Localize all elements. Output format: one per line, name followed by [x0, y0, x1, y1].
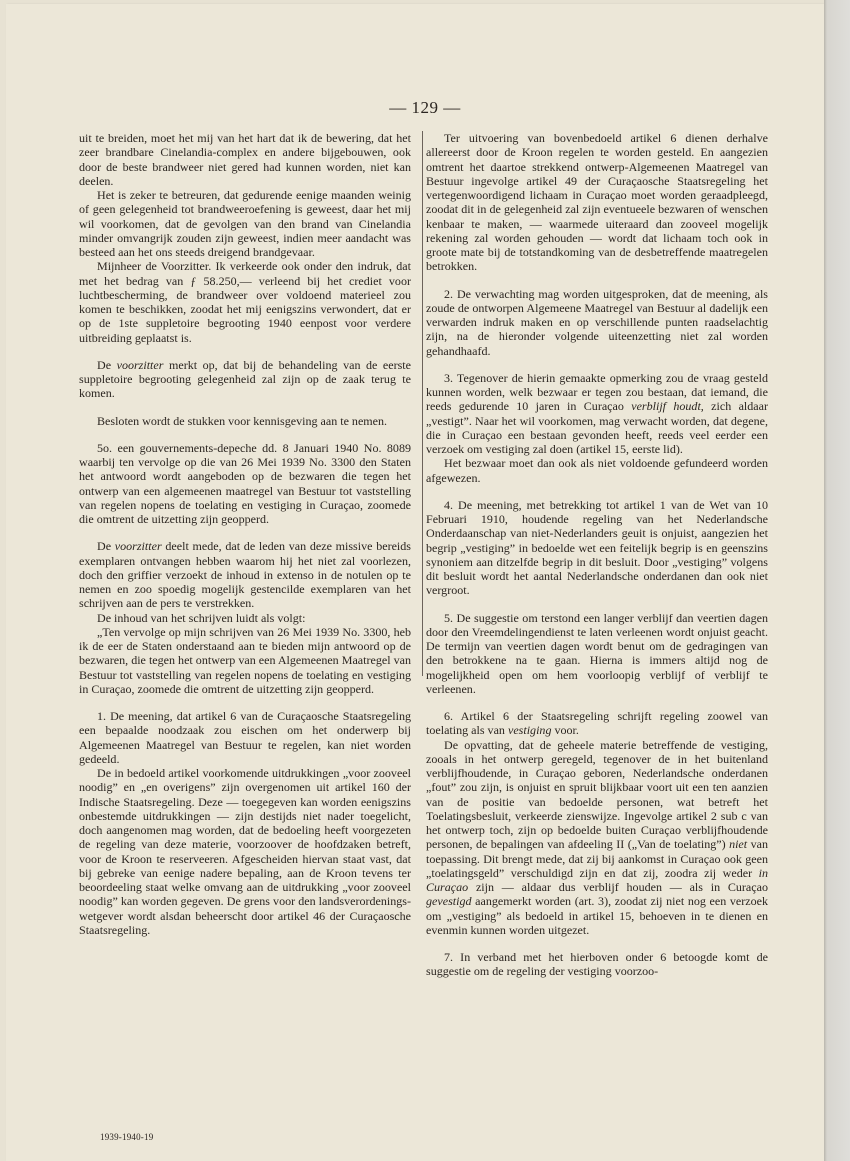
paragraph: Het is zeker te betreuren, dat gedurende eenige maanden weinig of geen gelegenheid tot brandweeroefening is geweest, daar het mij wil voorkomen, dat de gevolgen van den brand van Cinelandia minder omvangrijk zouden zijn geweest, indien meer aandacht was besteed aan het ons steeds dreigend brandgevaar.: [79, 188, 411, 259]
right-column: [426, 131, 768, 979]
paragraph: De voorzitter deelt mede, dat de leden van deze missive bereids exemplaren ontvangen hebben waarom hij het niet zal voorlezen, doch den griffier verzoekt de inhoud in extenso in de notulen op te nemen en zoo spoedig mogelijk gestencilde exemplaren van het schrijven aan de pers te verstrekken.: [79, 539, 411, 611]
paragraph: 2. De verwachting mag worden uitgesproken, dat de meening, als zoude de ontworpen Algemeene Maatregel van Bestuur al dadelijk een verwarden indruk maken en op verschillende punten raadselachtig zijn, na de hieronder volgende uiteenzetting niet zal worden gehandhaafd.: [426, 286, 768, 358]
paragraph: De voorzitter merkt op, dat bij de behandeling van de eerste suppletoire begrooting gelegenheid zal zijn op de zaak terug te komen.: [79, 357, 412, 401]
paragraph: 1. De meening, dat artikel 6 van de Curaçaosche Staatsregeling een bepaalde noodzaak zou eischen om het onderwerp bij Algemeenen Maatregel van Bestuur te regelen, kan niet worden gedeeld.: [79, 709, 411, 766]
paragraph: uit te breiden, moet het mij van het hart dat ik de bewering, dat het zeer brandbare Cinelandia-complex en andere bijgebouwen, ook door de beste brandweer niet gered had kunnen worden, niet kan deelen.: [79, 131, 411, 188]
paragraph: 7. In verband met het hierboven onder 6 betoogde komt de suggestie om de regeling der vestiging voorzoo-: [426, 950, 768, 979]
paragraph: Ter uitvoering van bovenbedoeld artikel 6 dienen derhalve allereerst door de Kroon regelen te worden gesteld. En aangezien omtrent het daartoe strekkend ontwerp-Algemeenen Maatregel van Bestuur ingevolge artikel 49 der Curaçaosche Staatsregeling het vertegenwoordigend lichaam in Curaçao moet worden geraadpleegd, zoodat dit in de gelegenheid zal zijn eventueele bezwaren of wenschen kenbaar te maken, — waarmede uiteraard dan zooveel mogelijk rekening zal worden gehouden — wordt dat lichaam toch ook in groote mate bij de totstandkoming van de desbetreffende maatregelen betrokken.: [426, 131, 768, 274]
paragraph: De opvatting, dat de geheele materie betreffende de vestiging, zooals in het ontwerp geregeld, tegenover de in het buitenland verblijfhoudende, in Curaçao geboren, Nederlandsche onderdanen „fout” zou zijn, is onjuist en spruit blijkbaar voort uit een ten aanzien van de positie van bedoelde personen, wat betreft het Toelatingsbesluit, verkeerde zienswijze. Ingevolge artikel 2 sub c van het ontwerp toch, zijn op bedoelde buiten Curaçao verblijfhoudende personen, de bepalingen van afdeeling II („Van de toelating”) niet van toepassing. Dit brengt mede, dat zij bij aankomst in Curaçao ook geen „toelatingsgeld” verschuldigd zijn en dat zij, zoodra zij weder in Curaçao zijn — aldaar dus verblijf houden — als in Curaçao gevestigd aangemerkt worden (art. 3), zoodat zij niet nog een verzoek om „vestiging” als bedoeld in artikel 15, behoeven in te dienen en evenmin kunnen worden uitgezet.: [426, 737, 768, 937]
paragraph: 3. Tegenover de hierin gemaakte opmerking zou de vraag gesteld kunnen worden, welk bezwaar er tegen zou bestaan, dat iemand, die reeds gedurende 10 jaren in Curaçao verblijf houdt, zich aldaar „vestigt”. Naar het wil voorkomen, mag verwacht worden, dat degene, die in Curaçao een bestaan gevonden heeft, reeds veel eerder een verzoek om vestiging zal doen (artikel 15, eerste lid).: [426, 370, 768, 456]
paragraph: Mijnheer de Voorzitter. Ik verkeerde ook onder den indruk, dat met het bedrag van ƒ 58.250,— verleend bij het crediet voor luchtbescherming, de brandweer over voldoend materieel zou komen te beschikken, zoodat het mij eenigszins verwondert, dat er op de 1ste suppletoire begrooting 1940 eenpost voor verdere uitbreiding geplaatst is.: [79, 259, 411, 345]
left-column: [79, 131, 411, 937]
column-divider: [422, 131, 423, 676]
paragraph: Besloten wordt de stukken voor kennisgeving aan te nemen.: [97, 413, 388, 428]
paragraph: 4. De meening, met betrekking tot artikel 1 van de Wet van 10 Februari 1910, houdende regeling van het Nederlandsche Onderdaanschap van niet-Nederlanders geuit is onjuist, aangezien het begrip „vestiging” in bedoelde wet een feitelijk begrip is en geenszins synoniem aan ditzelfde begrip in dit besluit. Door „vestiging” volgens dit besluit wordt het aantal Nederlandsche onderdanen dan ook niet vergroot.: [426, 497, 768, 598]
paragraph: 5. De suggestie om terstond een langer verblijf dan veertien dagen door den Vreemdelingendienst te laten verleenen wordt onjuist geacht. De termijn van veertien dagen wordt benut om de gedragingen van den betrokkene na te gaan. Hierna is immers altijd nog de mogelijkheid open om hem voorloopig verblijf of verblijf te verleenen.: [426, 610, 768, 696]
paragraph: Het bezwaar moet dan ook als niet voldoende gefundeerd worden afgewezen.: [426, 456, 768, 485]
footer-code: 1939-1940-19: [100, 1132, 154, 1142]
page-number: — 129 —: [389, 98, 461, 117]
paragraph: 6. Artikel 6 der Staatsregeling schrijft regeling zoowel van toelating als van vestiging voor.: [426, 709, 768, 738]
paragraph: De in bedoeld artikel voorkomende uitdrukkingen „voor zooveel noodig” en „en overigens” zijn overgenomen uit artikel 160 der Indische Staatsregeling. Deze — toegegeven kan worden eenigszins onbestemde uitdrukkingen — zijn destijds niet nader toegelicht, doch aangenomen mag worden, dat de bedoeling heeft voorgezeten de regeling van deze materie, voorzoover de hoofdzaken betreft, voor de Kroon te reserveeren. Afgescheiden hiervan staat vast, dat bij gebreke van eenige nadere bepaling, aan de Kroon tevens ter beoordeeling staat welke omvang aan de uitdrukking „voor zooveel noodig” kan worden gegeven. De grens voor den landsverordenings-wetgever wordt alsdan beheerscht door artikel 46 der Curaçaosche Staatsregeling.: [79, 766, 411, 937]
paragraph: 5o. een gouvernements-depeche dd. 8 Januari 1940 No. 8089 waarbij ten vervolge op die van 26 Mei 1939 No. 3300 den Staten het antwoord wordt aangeboden op de bezwaren die tegen het ontwerp van een algemeenen maatregel van Bestuur tot vaststelling van regelen nopens de toelating en vestiging in Curaçao, zoomede die omtrent de uitzetting zijn geopperd.: [79, 440, 411, 526]
paragraph: „Ten vervolge op mijn schrijven van 26 Mei 1939 No. 3300, heb ik de eer de Staten onderstaand aan te bieden mijn antwoord op de bezwaren, die tegen het ontwerp van een Algemeenen Maatregel van Bestuur tot vaststelling van regelen nopens de toelating en vestiging in Curaçao, zoomede die omtrent de uitzetting zijn geopperd.: [79, 624, 411, 696]
paragraph: De inhoud van het schrijven luidt als volgt:: [97, 610, 306, 625]
page-edge: [824, 0, 850, 1161]
